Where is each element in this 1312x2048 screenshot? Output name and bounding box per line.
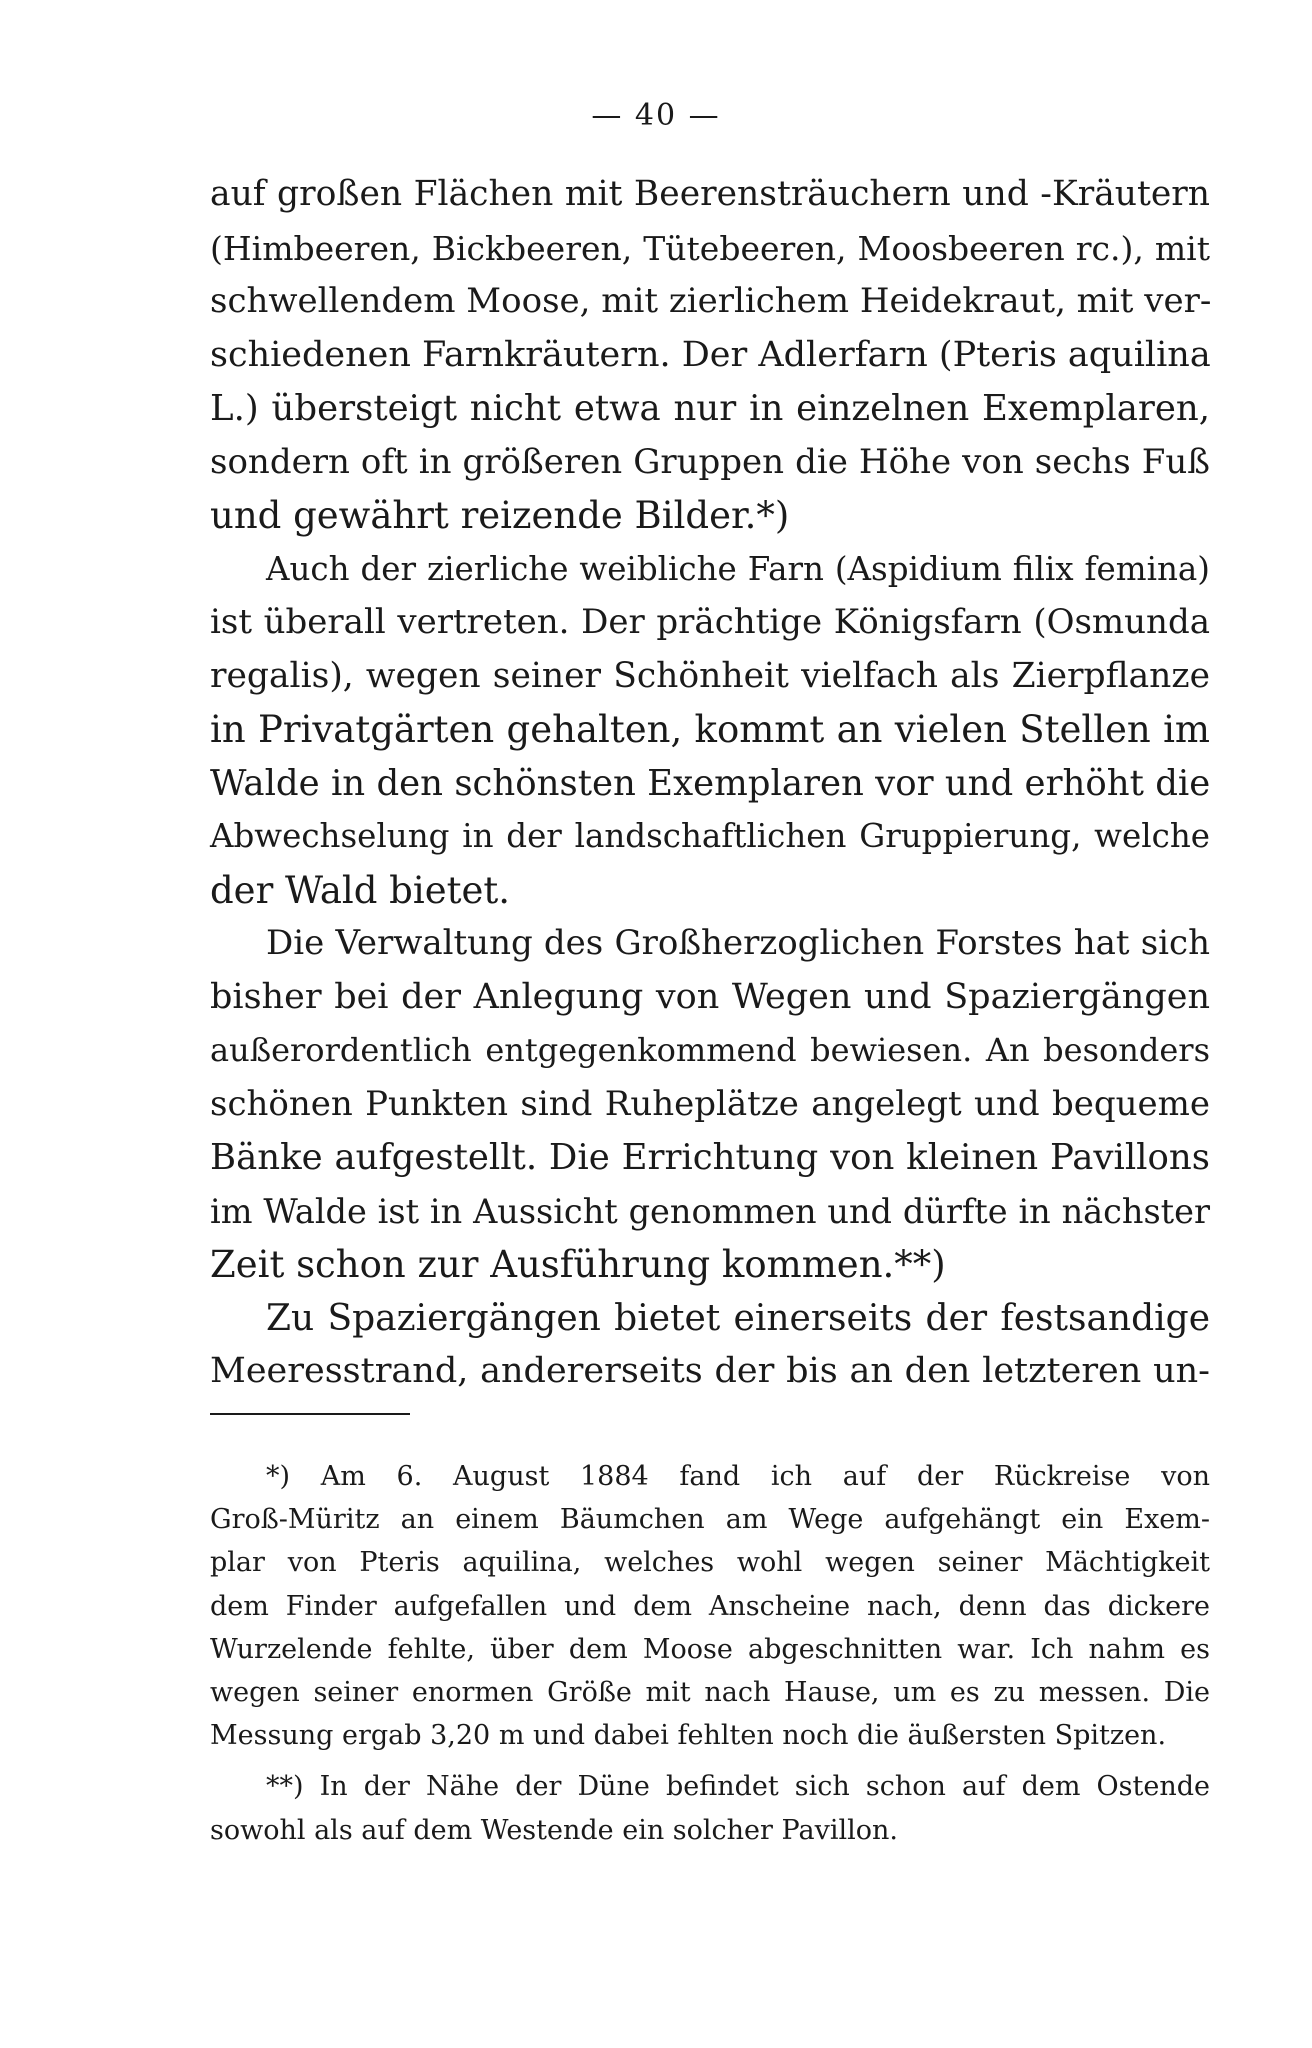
text-line: ist überall vertreten. Der prächtige Königsfarn (Osmunda (210, 602, 1210, 642)
paragraph (210, 917, 1210, 1292)
footnote (210, 1765, 1210, 1851)
text-line: (Himbeeren, Bickbeeren, Tütebeeren, Moosbeeren rc.), mit (210, 228, 1210, 268)
text-line: der Wald bietet. (210, 868, 510, 912)
text-line: schiedenen Farnkräutern. Der Adlerfarn (Pteris aquilina (210, 334, 1211, 375)
footnote-line: **) In der Nähe der Düne befindet sich schon auf dem Ostende (266, 1771, 1210, 1803)
text-line: Auch der zierliche weibliche Farn (Aspidium filix femina) (266, 549, 1210, 588)
footnote-line: Groß-Müritz an einem Bäumchen am Wege aufgehängt ein Exem- (210, 1504, 1210, 1536)
page-number: — 40 — (591, 98, 721, 133)
text-line: Meeresstrand, andererseits der bis an den letzteren un- (210, 1351, 1210, 1391)
text-line: auf großen Flächen mit Beerensträuchern und -Kräutern (210, 174, 1210, 214)
text-line: Die Verwaltung des Großherzoglichen Forstes hat sich (266, 923, 1210, 963)
text-line: sondern oft in größeren Gruppen die Höhe von sechs Fuß (210, 441, 1210, 482)
footnote-line: dem Finder aufgefallen und dem Anscheine nach, denn das dickere (210, 1590, 1210, 1622)
text-line: bisher bei der Anlegung von Wegen und Spaziergängen (210, 976, 1210, 1017)
text-line: regalis), wegen seiner Schönheit vielfach als Zierpflanze (210, 655, 1210, 696)
text-line: schönen Punkten sind Ruheplätze angelegt und bequeme (210, 1083, 1210, 1124)
footnote-line: Messung ergab 3,20 m und dabei fehlten noch die äußersten Spitzen. (210, 1720, 1167, 1752)
text-line: im Walde ist in Aussicht genommen und dürfte in nächster (210, 1191, 1210, 1231)
text-line: Zu Spaziergängen bietet einerseits der festsandige (266, 1297, 1210, 1339)
text-line: außerordentlich entgegenkommend bewiesen. An besonders (210, 1031, 1210, 1069)
text-line: schwellendem Moose, mit zierlichem Heidekraut, mit ver- (210, 281, 1212, 321)
text-line: Zeit schon zur Ausführung kommen.**) (210, 1243, 946, 1286)
text-line: Abwechselung in der landschaftlichen Gruppierung, welche (210, 817, 1210, 855)
paragraph (210, 168, 1210, 543)
footnotes (210, 1455, 1210, 1852)
footnote-line: *) Am 6. August 1884 fand ich auf der Rückreise von (266, 1461, 1210, 1492)
body-text (210, 168, 1210, 1399)
text-line: und gewährt reizende Bilder.*) (210, 494, 790, 537)
text-line: in Privatgärten gehalten, kommt an vielen Stellen im (210, 708, 1210, 751)
text-line: Bänke aufgestellt. Die Errichtung von kleinen Pavillons (210, 1137, 1210, 1178)
footnote-line: sowohl als auf dem Westende ein solcher Pavillon. (210, 1814, 898, 1846)
footnote-line: plar von Pteris aquilina, welches wohl wegen seiner Mächtigkeit (210, 1547, 1210, 1579)
paragraph (210, 543, 1210, 918)
text-line: Walde in den schönsten Exemplaren vor und erhöht die (210, 762, 1211, 804)
footnote-divider (210, 1413, 410, 1415)
text-line: L.) übersteigt nicht etwa nur in einzelnen Exemplaren, (210, 388, 1210, 429)
footnote-line: wegen seiner enormen Größe mit nach Hause, um es zu messen. Die (210, 1677, 1210, 1709)
footnote (210, 1455, 1210, 1757)
footnote-line: Wurzelende fehlte, über dem Moose abgeschnitten war. Ich nahm es (210, 1633, 1210, 1665)
paragraph (210, 1292, 1210, 1399)
